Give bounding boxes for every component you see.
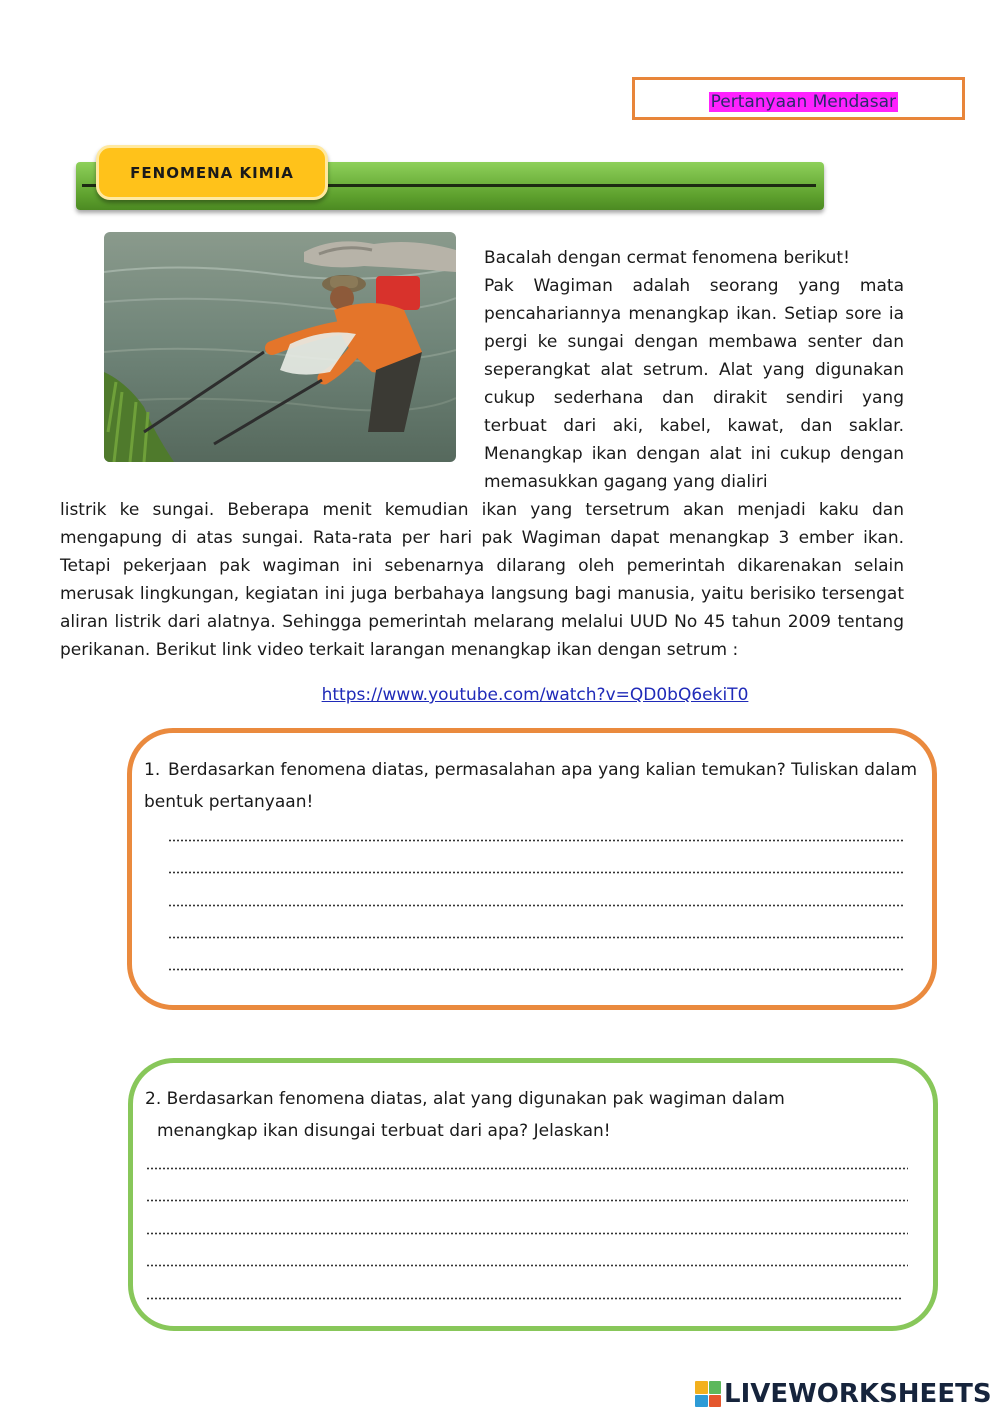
fisherman-photo (104, 232, 456, 462)
phenomenon-paragraph-part2: listrik ke sungai. Beberapa menit kemudian ikan yang tersetrum akan menjadi kaku dan mengapung di atas sungai. Rata-rata per hari pak Wagiman dapat menangkap 3 ember ikan. Tetapi pekerjaan pak wagiman ini sebenarnya dilarang oleh pemerintah dikarenakan selain merusak lingkungan, kegiatan ini juga berbahaya langsung bagi manusia, yaitu berisiko tersengat aliran listrik dari alatnya. Sehingga pemerintah melarang melalui UUD No 45 tahun 2009 tentang perikanan. Berikut link video terkait larangan menangkap ikan dengan setrum : (60, 500, 904, 660)
answer-line[interactable] (146, 1264, 908, 1267)
answer-line[interactable] (168, 839, 905, 842)
reading-instruction (484, 244, 904, 272)
answer-line[interactable] (168, 871, 905, 874)
question-2-line2: menangkap ikan disungai terbuat dari apa? Jelaskan! (157, 1121, 611, 1141)
question-2-text (145, 1083, 925, 1147)
question-2-line1: 2. Berdasarkan fenomena diatas, alat yang digunakan pak wagiman dalam (145, 1089, 785, 1109)
question-1-number: 1. (144, 760, 161, 780)
instruction-text: Bacalah dengan cermat fenomena berikut! (484, 248, 850, 268)
label-box (632, 77, 965, 120)
label-text: Pertanyaan Mendasar (710, 92, 896, 112)
answer-line[interactable] (146, 1297, 902, 1300)
answer-line[interactable] (146, 1232, 908, 1235)
section-title: FENOMENA KIMIA (96, 145, 328, 200)
answer-line[interactable] (146, 1167, 908, 1170)
question-1-prompt: Berdasarkan fenomena diatas, permasalahan apa yang kalian temukan? Tuliskan dalam bentuk pertanyaan! (144, 760, 918, 812)
brand-text: LIVEWORKSHEETS (724, 1379, 992, 1409)
phenomenon-paragraph-part1: Pak Wagiman adalah seorang yang mata pencahariannya menangkap ikan. Setiap sore ia pergi ke sungai dengan membawa senter dan seperangkat alat setrum. Alat yang digunakan cukup sederhana dan dirakit sendiri yang terbuat dari aki, kabel, kawat, dan saklar. Menangkap ikan dengan alat ini cukup dengan memasukkan gagang yang dialiri (484, 276, 904, 492)
answer-line[interactable] (168, 904, 905, 907)
answer-line[interactable] (168, 968, 905, 971)
liveworksheets-logo-icon (695, 1381, 721, 1407)
answer-line[interactable] (146, 1199, 908, 1202)
liveworksheets-brand (695, 1378, 992, 1410)
fisherman-illustration (104, 232, 456, 462)
question-1-text (144, 754, 924, 818)
video-link[interactable]: https://www.youtube.com/watch?v=QD0bQ6ekiT0 (321, 685, 749, 705)
answer-line[interactable] (168, 936, 905, 939)
